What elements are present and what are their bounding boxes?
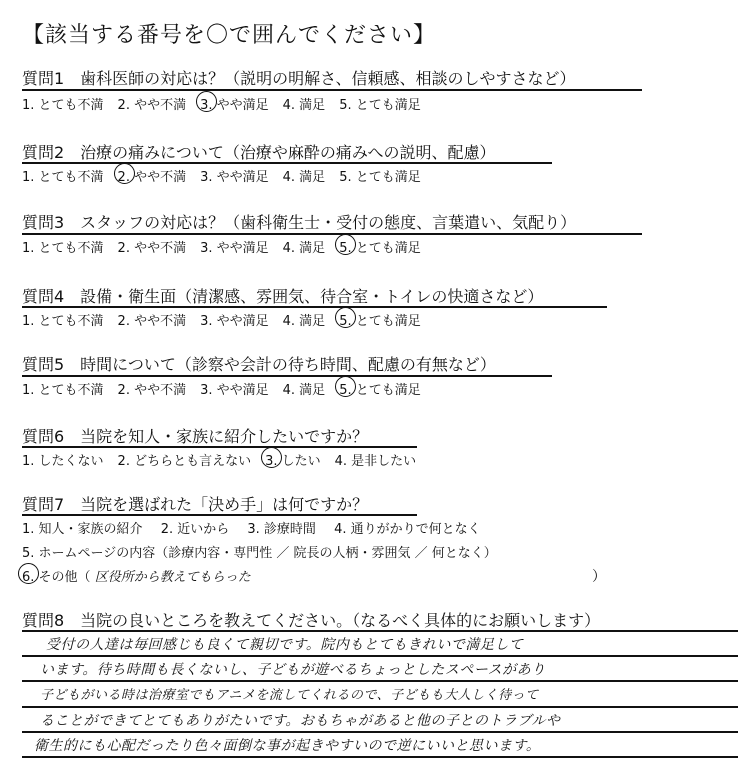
option: 4. 満足 [282, 241, 326, 256]
option: 2. やや不満 [117, 241, 187, 256]
question-title: 質問4 設備・衛生面（清潔感、雰囲気、待合室・トイレの快適さなど） [22, 287, 544, 306]
title-underline [22, 306, 607, 308]
closing-paren: ） [592, 569, 606, 585]
options-row [22, 450, 430, 469]
option: 3. やや満足 [200, 241, 269, 256]
ruled-line [22, 731, 738, 733]
option: 3. やや満足 [200, 383, 269, 398]
option: 4. 通りがかりで何となく [334, 522, 481, 537]
option: 1. とても不満 [22, 383, 104, 398]
handwritten-comment-line: 受付の人達は毎回感じも良くて親切です。院内もとてもきれいで満足して [46, 637, 524, 653]
option-6-line [22, 566, 251, 585]
option: 1. とても不満 [22, 98, 104, 113]
option: 4. 満足 [282, 314, 326, 329]
circled-option: 5. とても満足 [339, 310, 421, 329]
handwritten-comment-line: 衛生的にも心配だったり色々面倒な事が起きやすいので逆にいいと思います。 [34, 738, 541, 754]
option: 2. どちらとも言えない [117, 454, 252, 469]
option: 4. 是非したい [334, 454, 417, 469]
circled-option: 5. とても満足 [339, 379, 421, 398]
ruled-line [22, 630, 738, 632]
question-title: 質問2 治療の痛みについて（治療や麻酔の痛みへの説明、配慮） [22, 143, 496, 162]
question-title: 質問7 当院を選ばれた「決め手」は何ですか？ [22, 495, 369, 514]
option: 1. とても不満 [22, 241, 104, 256]
option: 5. とても満足 [339, 170, 421, 185]
options-row [22, 518, 495, 537]
option: 3. 診療時間 [247, 522, 316, 537]
option: 5. とても満足 [339, 98, 421, 113]
circled-option: 3. したい [265, 450, 321, 469]
options-row [22, 310, 435, 329]
option-5-line: 5. ホームページの内容（診療内容・専門性 ／ 院長の人柄・雰囲気 ／ 何となく） [22, 546, 497, 561]
circled-option: 2. やや不満 [118, 166, 187, 185]
option: 4. 満足 [282, 170, 326, 185]
options-row [22, 166, 435, 185]
instruction-header: 【該当する番号を〇で囲んでください】 [22, 23, 437, 48]
question-title: 質問5 時間について（診察や会計の待ち時間、配慮の有無など） [22, 355, 496, 374]
option: 2. やや不満 [117, 383, 187, 398]
circled-option: 3. やや満足 [200, 94, 269, 113]
option: 1. 知人・家族の紹介 [22, 522, 143, 537]
ruled-line [22, 655, 738, 657]
title-underline [22, 89, 642, 91]
question-title: 質問1 歯科医師の対応は？（説明の明解さ、信頼感、相談のしやすさなど） [22, 69, 576, 88]
option: 2. やや不満 [117, 98, 187, 113]
circled-option: 6. その他（ [22, 566, 91, 585]
options-row [22, 237, 435, 256]
title-underline [22, 514, 417, 516]
handwritten-comment-line: ることができてとてもありがたいです。おもちゃがあると他の子とのトラブルや [40, 713, 561, 729]
ruled-line [22, 706, 738, 708]
option: 4. 満足 [282, 383, 326, 398]
title-underline [22, 446, 417, 448]
title-underline [22, 233, 642, 235]
question-title: 質問6 当院を知人・家族に紹介したいですか？ [22, 427, 369, 446]
option: 4. 満足 [282, 98, 326, 113]
option: 3. やや満足 [200, 170, 269, 185]
option: 1. とても不満 [22, 314, 104, 329]
title-underline [22, 162, 552, 164]
title-underline [22, 375, 552, 377]
options-row [22, 379, 435, 398]
option: 2. 近いから [160, 522, 230, 537]
handwritten-comment-line: 子どもがいる時は治療室でもアニメを流してくれるので、子どもも大人しく待って [40, 688, 539, 703]
handwritten-answer: 区役所から教えてもらった [94, 570, 251, 585]
ruled-line [22, 756, 738, 758]
ruled-line [22, 680, 738, 682]
option: 2. やや不満 [117, 314, 187, 329]
circled-option: 5. とても満足 [339, 237, 421, 256]
option: 1. したくない [22, 454, 104, 469]
option: 1. とても不満 [22, 170, 104, 185]
question-title: 質問3 スタッフの対応は？（歯科衛生士・受付の態度、言葉遣い、気配り） [22, 213, 577, 232]
option: 3. やや満足 [200, 314, 269, 329]
handwritten-comment-line: います。待ち時間も長くないし、子どもが遊べるちょっとしたスペースがあり [40, 662, 546, 678]
question-title: 質問8 当院の良いところを教えてください。（なるべく具体的にお願いします） [22, 611, 601, 630]
options-row [22, 94, 435, 113]
